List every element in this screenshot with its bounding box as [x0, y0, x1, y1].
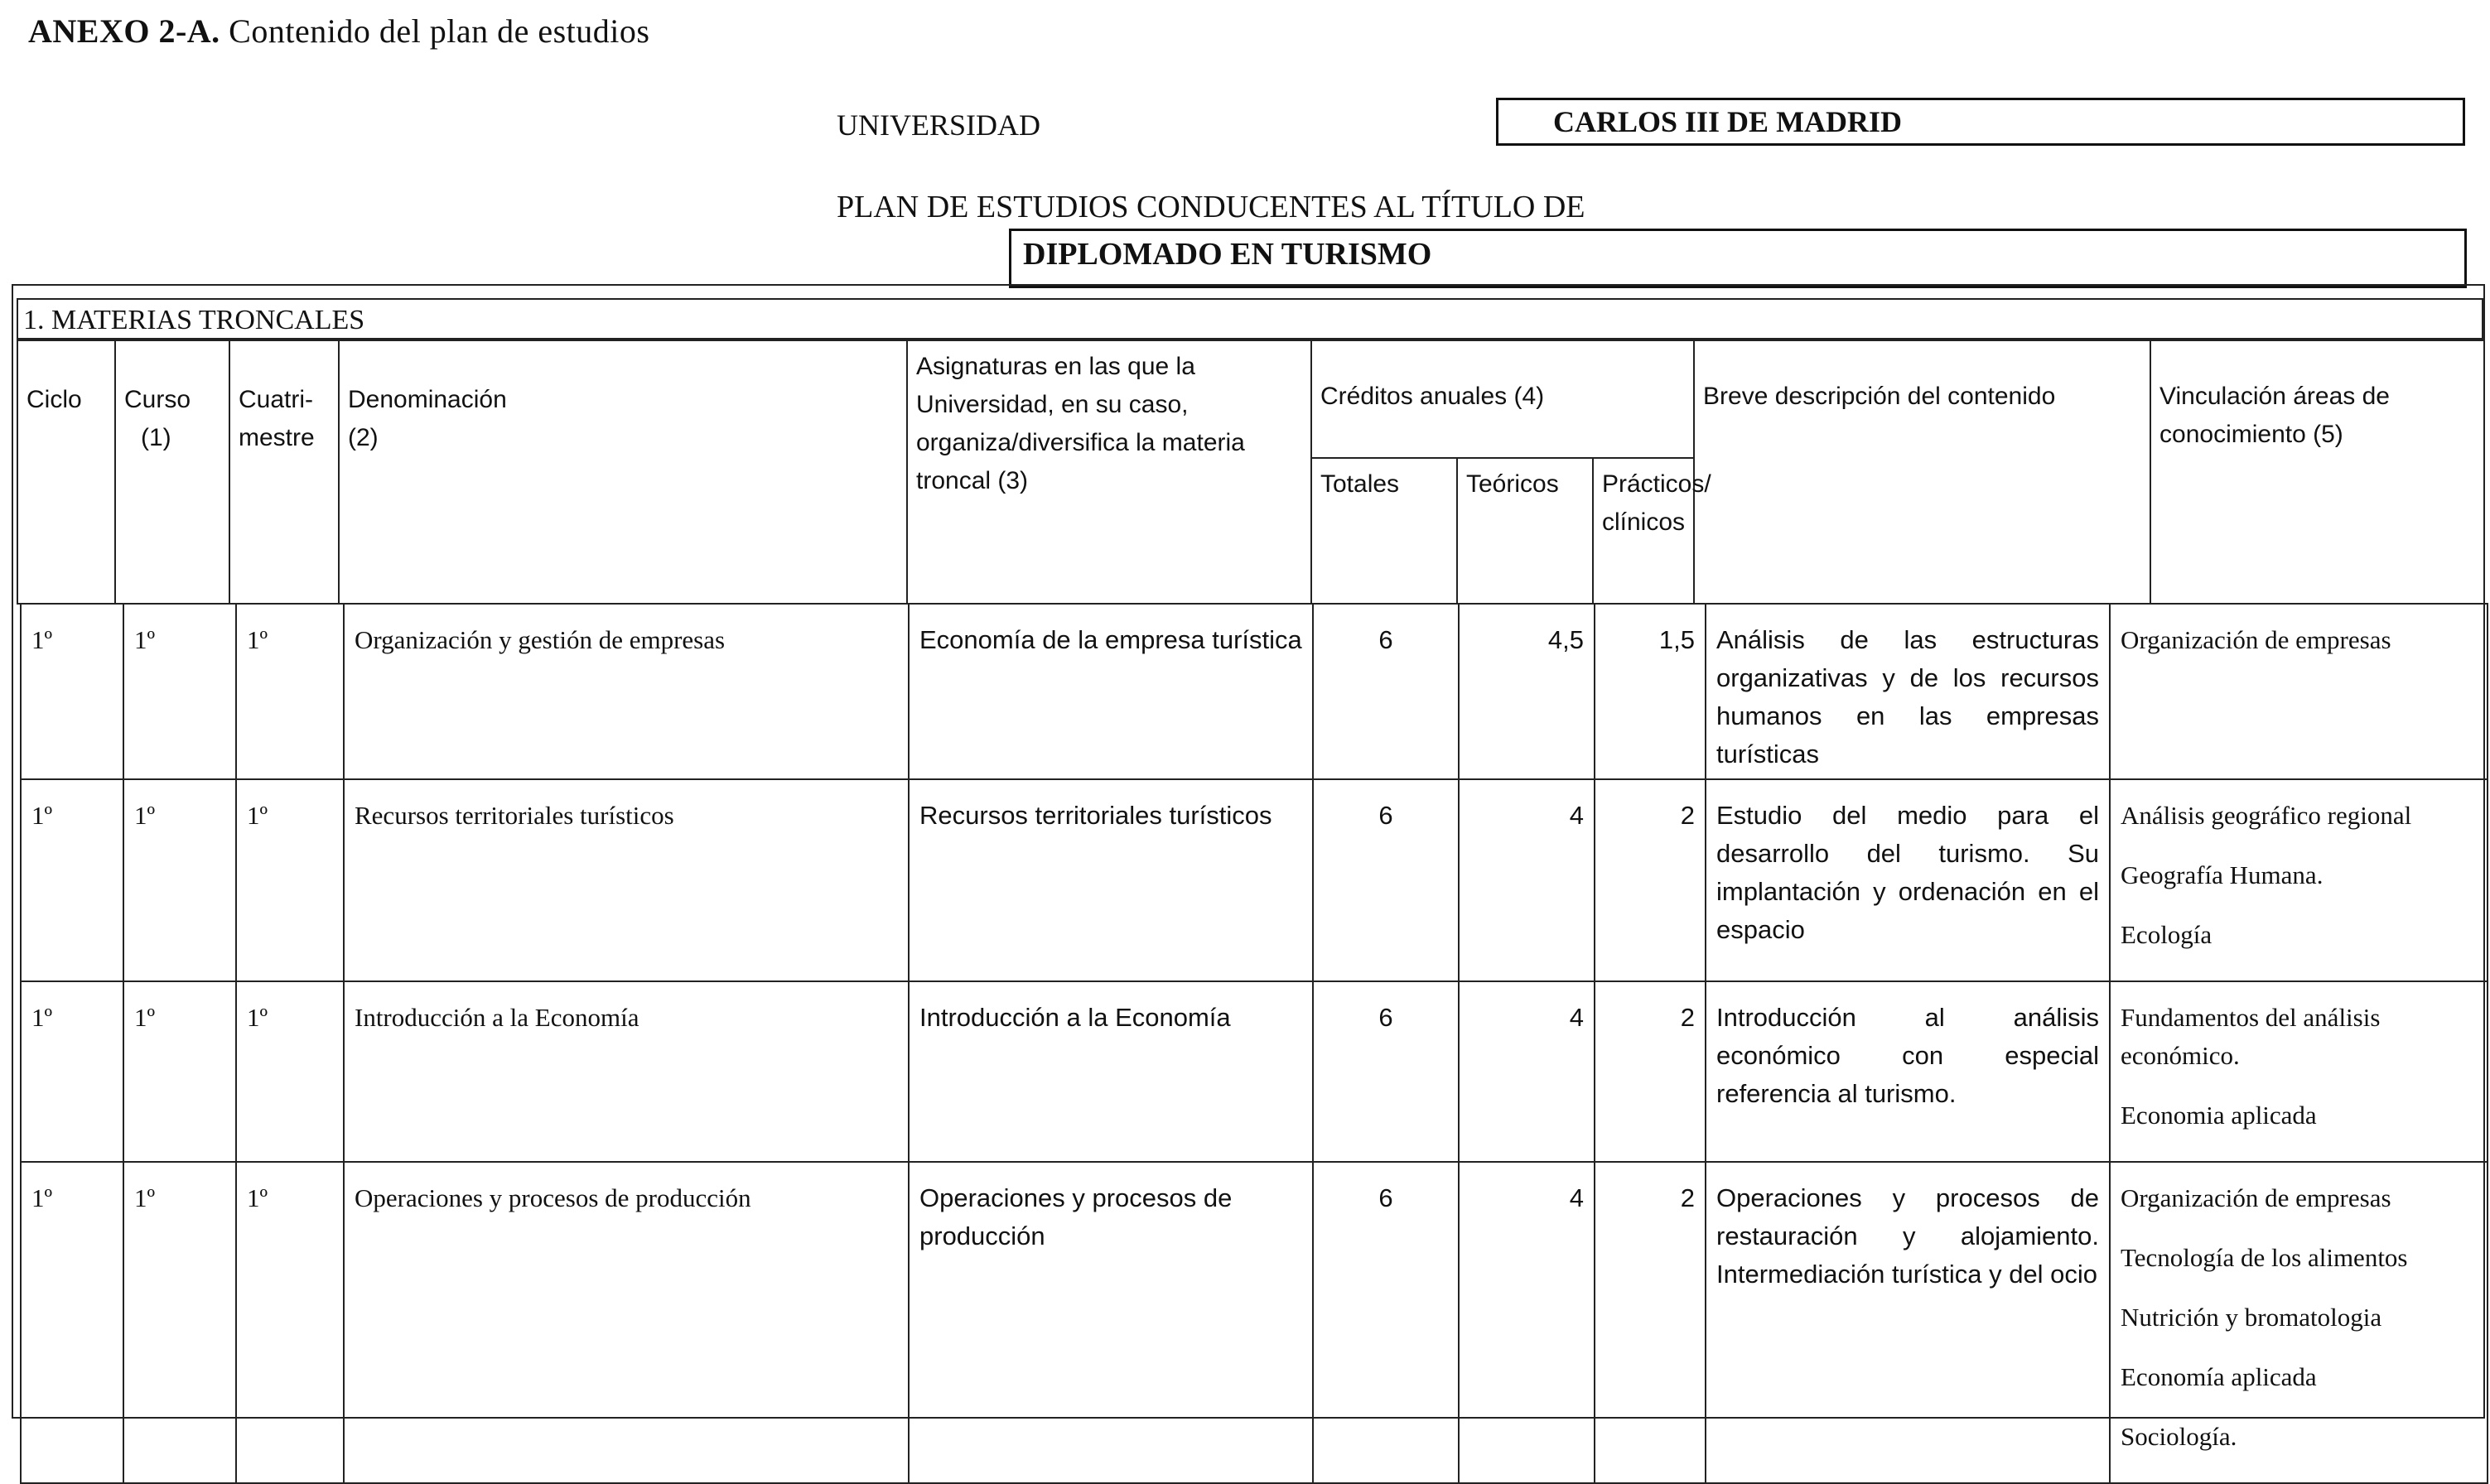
cell-teoricos: 4: [1459, 981, 1595, 1162]
cell-totales: 6: [1313, 779, 1459, 981]
col-header-denominacion: [339, 340, 907, 604]
cell-cuatrimestre: 1º: [236, 981, 344, 1162]
area-item: Economía aplicada: [2121, 1362, 2317, 1391]
cell-totales: 6: [1313, 604, 1459, 779]
area-item: Ecología: [2121, 920, 2213, 949]
cell-denominacion: Organización y gestión de empresas: [344, 604, 909, 779]
cell-denominacion: Introducción a la Economía: [344, 981, 909, 1162]
cell-ciclo: 1º: [21, 1162, 123, 1483]
table-row: [21, 779, 2488, 981]
column-header-table: [17, 340, 2485, 605]
col-header-practicos: Prácticos/ clínicos: [1593, 458, 1694, 604]
cell-cuatrimestre: 1º: [236, 779, 344, 981]
cell-cuatrimestre: 1º: [236, 604, 344, 779]
cell-practicos: 2: [1595, 1162, 1706, 1483]
area-item: Organización de empresas: [2121, 1183, 2391, 1212]
cell-practicos: 1,5: [1595, 604, 1706, 779]
area-item: Nutrición y bromatologia: [2121, 1303, 2382, 1332]
cell-areas: [2110, 779, 2488, 981]
subjects-table: [20, 603, 2488, 1484]
plan-label: PLAN DE ESTUDIOS CONDUCENTES AL TÍTULO DE: [837, 190, 1585, 224]
cell-asignatura: Economía de la empresa turística: [909, 604, 1313, 779]
col-header-cuatrimestre-2: mestre: [239, 424, 315, 451]
university-name-box: [1496, 98, 2465, 146]
section-header: [17, 298, 2483, 340]
col-header-vinculacion: Vinculación áreas de conocimiento (5): [2150, 340, 2484, 604]
degree-title-box: [1009, 229, 2467, 288]
cell-curso: 1º: [123, 1162, 236, 1483]
cell-totales: 6: [1313, 981, 1459, 1162]
university-name: CARLOS III DE MADRID: [1553, 105, 1903, 138]
cell-descripcion: Estudio del medio para el desarrollo del turismo. Su implantación y ordenación en el espacio: [1706, 779, 2110, 981]
table-row: [21, 1162, 2488, 1483]
cell-areas: [2110, 981, 2488, 1162]
annex-subtitle: Contenido del plan de estudios: [220, 12, 650, 50]
col-header-curso-note: (1): [141, 424, 171, 451]
cell-asignatura: Operaciones y procesos de producción: [909, 1162, 1313, 1483]
cell-totales: 6: [1313, 1162, 1459, 1483]
col-header-totales: Totales: [1311, 458, 1457, 604]
area-item: Geografía Humana.: [2121, 860, 2324, 889]
col-header-cuatrimestre-1: Cuatri-: [239, 386, 314, 413]
col-header-asignaturas: Asignaturas en las que la Universidad, en su caso, organiza/diversifica la materia troncal (3): [907, 340, 1311, 604]
cell-areas: [2110, 604, 2488, 779]
col-header-ciclo: Ciclo: [17, 340, 115, 604]
area-item: Economia aplicada: [2121, 1101, 2317, 1130]
cell-curso: 1º: [123, 779, 236, 981]
area-item: Análisis geográfico regional: [2121, 801, 2412, 830]
cell-asignatura: Recursos territoriales turísticos: [909, 779, 1313, 981]
section-title: 1. MATERIAS TRONCALES: [23, 305, 365, 335]
col-header-descripcion: Breve descripción del contenido: [1694, 340, 2150, 604]
cell-practicos: 2: [1595, 981, 1706, 1162]
cell-denominacion: Operaciones y procesos de producción: [344, 1162, 909, 1483]
area-item: Tecnología de los alimentos: [2121, 1243, 2408, 1272]
table-row: [21, 604, 2488, 779]
cell-descripcion: Análisis de las estructuras organizativas y de los recursos humanos en las empresas turísticas: [1706, 604, 2110, 779]
col-header-curso: [115, 340, 229, 604]
area-item: Organización de empresas: [2121, 625, 2391, 654]
cell-curso: 1º: [123, 604, 236, 779]
cell-cuatrimestre: 1º: [236, 1162, 344, 1483]
cell-teoricos: 4: [1459, 779, 1595, 981]
annex-number: ANEXO 2-A.: [28, 12, 220, 50]
cell-descripcion: Introducción al análisis económico con especial referencia al turismo.: [1706, 981, 2110, 1162]
cell-teoricos: 4: [1459, 1162, 1595, 1483]
cell-areas: [2110, 1162, 2488, 1483]
annex-title: [28, 12, 649, 51]
cell-curso: 1º: [123, 981, 236, 1162]
degree-title: DIPLOMADO EN TURISMO: [1023, 237, 1432, 272]
cell-asignatura: Introducción a la Economía: [909, 981, 1313, 1162]
col-header-teoricos: Teóricos: [1457, 458, 1593, 604]
col-header-denominacion-note: (2): [348, 424, 379, 451]
table-row: [21, 981, 2488, 1162]
cell-ciclo: 1º: [21, 779, 123, 981]
area-item: Fundamentos del análisis económico.: [2121, 1003, 2381, 1070]
area-item: Sociología.: [2121, 1422, 2237, 1451]
col-header-cuatrimestre: [229, 340, 339, 604]
university-label: UNIVERSIDAD: [837, 108, 1040, 142]
col-header-creditos: Créditos anuales (4): [1311, 340, 1694, 458]
cell-teoricos: 4,5: [1459, 604, 1595, 779]
cell-practicos: 2: [1595, 779, 1706, 981]
cell-ciclo: 1º: [21, 604, 123, 779]
col-header-denominacion-label: Denominación: [348, 386, 507, 413]
cell-denominacion: Recursos territoriales turísticos: [344, 779, 909, 981]
cell-descripcion: Operaciones y procesos de restauración y alojamiento. Intermediación turística y del ocio: [1706, 1162, 2110, 1483]
col-header-curso-label: Curso: [124, 386, 191, 413]
cell-ciclo: 1º: [21, 981, 123, 1162]
